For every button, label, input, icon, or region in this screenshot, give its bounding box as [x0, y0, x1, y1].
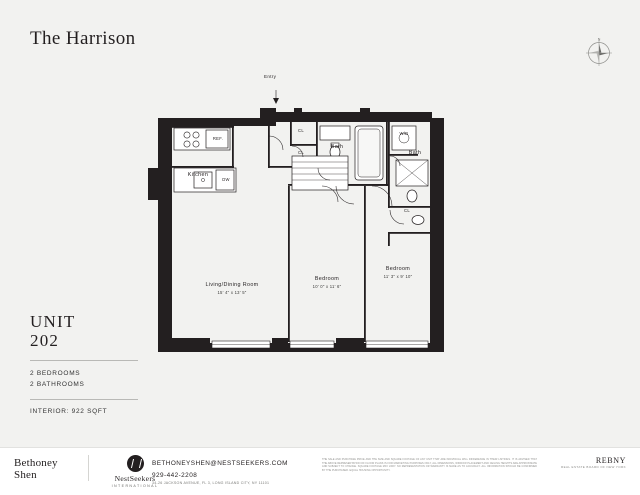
divider: [30, 360, 138, 361]
agent-name-line-2: Shen: [14, 468, 37, 481]
divider: [30, 399, 138, 400]
room-label-bedroom-2: Bedroom: [385, 266, 411, 272]
svg-text:N: N: [597, 37, 601, 42]
rebny-name: REBNY: [595, 456, 626, 465]
tag-washer-dryer: W/D: [399, 131, 409, 136]
page-title: The Harrison: [30, 28, 136, 49]
agent-name-line-1: Bethoney: [14, 457, 58, 469]
unit-bedrooms: 2 BEDROOMS: [30, 370, 81, 378]
nestseekers-mark-icon: [127, 455, 144, 472]
contact-phone[interactable]: 929-442-2208: [152, 471, 198, 479]
tag-closet-1: CL: [298, 128, 304, 133]
tag-refrigerator: REF.: [212, 136, 224, 141]
tag-closet-3: CL: [404, 208, 410, 213]
compass-icon: [582, 36, 616, 70]
brokerage-name: NestSeekers: [114, 474, 156, 483]
entry-label: Entry: [264, 74, 277, 79]
room-label-kitchen: Kitchen: [187, 172, 209, 178]
room-label-bedroom-1: Bedroom: [314, 276, 340, 282]
room-dim-bedroom-2: 11' 3" x 9' 10": [383, 274, 413, 279]
rebny-logo: [561, 456, 626, 469]
footer-divider: [0, 447, 640, 448]
room-label-bath-2: Bath: [408, 150, 422, 156]
unit-number: 202: [30, 331, 60, 351]
room-dim-bedroom-1: 10' 0" x 11' 6": [312, 284, 342, 289]
contact-block: [152, 458, 288, 482]
room-label-bath-1: Bath: [330, 144, 344, 150]
contact-email[interactable]: BETHONEYSHEN@NESTSEEKERS.COM: [152, 460, 288, 467]
unit-interior-sqft: INTERIOR: 922 SQFT: [30, 407, 108, 415]
office-address: 34-26 JACKSON AVENUE, FL 3, LONG ISLAND CITY, NY 11101: [152, 481, 270, 485]
tag-closet-2: CL: [298, 150, 304, 155]
floorplan-drawing: [140, 60, 560, 395]
brokerage-subtitle: INTERNATIONAL: [111, 484, 159, 488]
room-dim-living-dining: 15' 4" x 13' 5": [217, 290, 247, 295]
rebny-subtitle: REAL ESTATE BOARD OF NEW YORK: [561, 465, 626, 469]
footer-bar: [0, 447, 640, 495]
footer-vertical-divider: [88, 455, 89, 481]
unit-word: UNIT: [30, 312, 76, 331]
unit-bathrooms: 2 BATHROOMS: [30, 380, 85, 388]
agent-brand: [14, 458, 58, 481]
legal-disclaimer: THE SALE AND PURCHASE PRICE AND THE SIZE AND SQUARE FOOTAGE OF ANY UNIT THAT ARE INDIVIDUAL WILL DIFFERENCE IN THEIR LISTINGS. IT IS ADVISED THAT THE ABOVE REPRESENTATION OF FLOOR PLANS IS FOR MARKETING PURPOSES ONLY, ALL DIMENSIONS, WINDOW PLACEMENT AND CEILING HEIGHTS ARE APPROXIMATE AND SUBJECT TO CHANGE. SQUARE FOOTAGE MAY VARY. NO REPRESENTATION OR WARRANTY IS MADE AS TO ACCURACY. ALL INFORMATION SHOULD BE CONFIRMED BY THE PURCHASER. EQUAL HOUSING OPPORTUNITY.: [322, 458, 537, 473]
room-label-living-dining: Living/Dining Room: [205, 282, 259, 288]
tag-dishwasher: DW: [222, 177, 230, 182]
